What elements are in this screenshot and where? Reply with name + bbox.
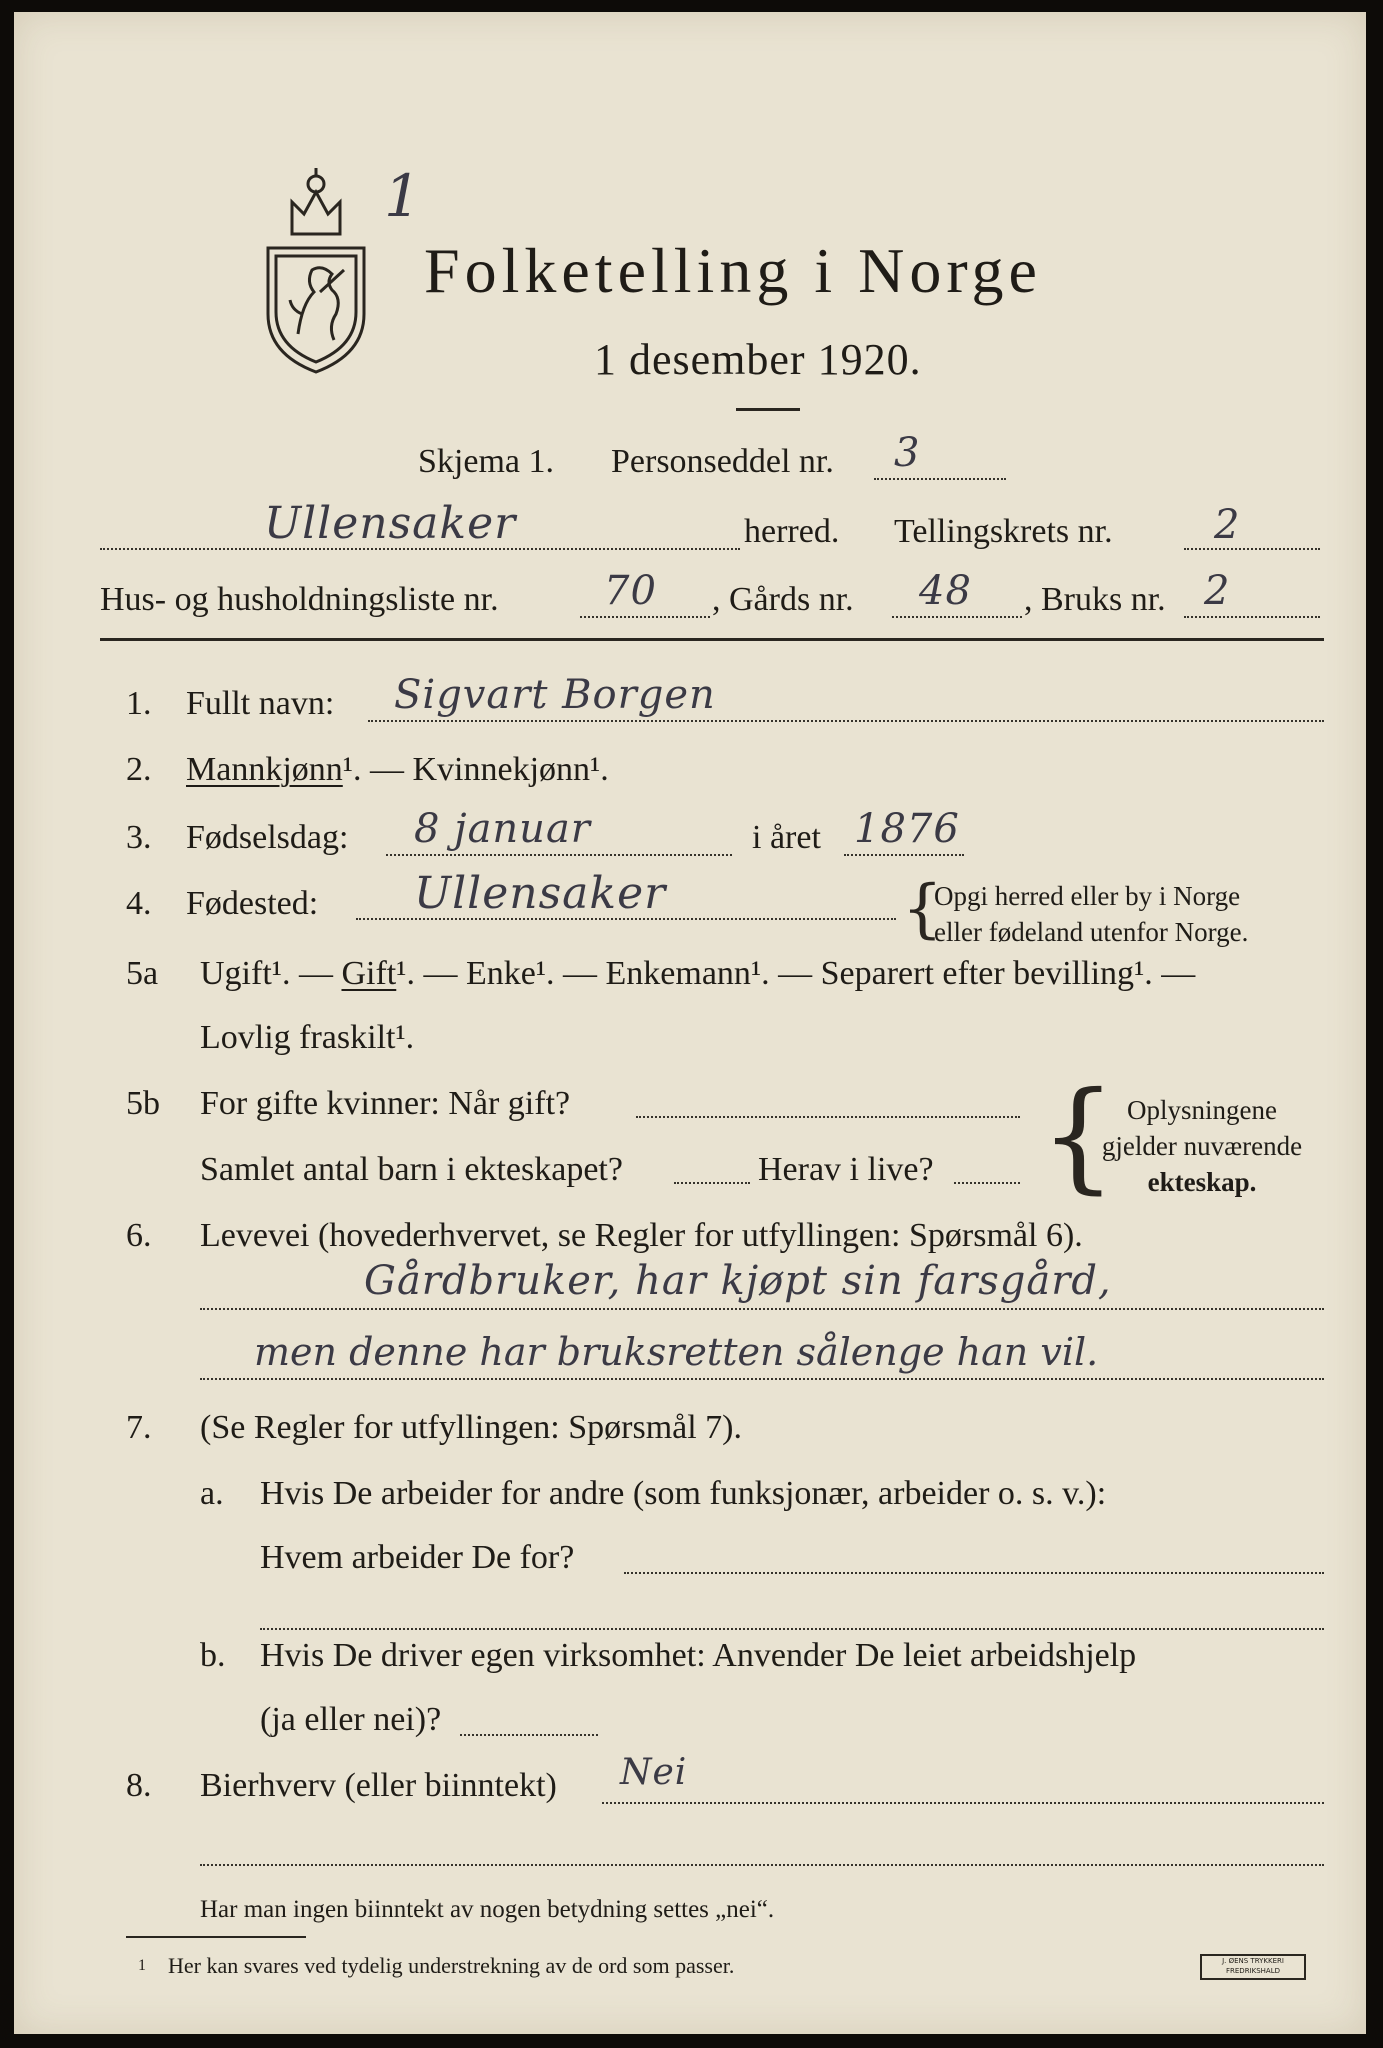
form-date: 1 desember 1920. bbox=[594, 335, 922, 384]
q5b-number: 5b bbox=[126, 1085, 160, 1122]
q7-number: 7. bbox=[126, 1409, 152, 1446]
q5a-sep2: ¹. — bbox=[396, 955, 466, 992]
q5b-line1: For gifte kvinner: Når gift? bbox=[200, 1085, 571, 1122]
q5b-note3: ekteskap. bbox=[1147, 1167, 1257, 1197]
q5a-sep1: ¹. — bbox=[271, 955, 342, 992]
header-rule bbox=[100, 638, 1324, 641]
husliste-label: Hus- og husholdningsliste nr. bbox=[100, 581, 499, 618]
q3-year-line bbox=[844, 854, 964, 856]
q2-number: 2. bbox=[126, 751, 152, 788]
q7b-line bbox=[460, 1734, 598, 1736]
q5b-line1-dots bbox=[636, 1116, 1020, 1118]
q5a-sep5: ¹. — bbox=[1134, 955, 1196, 992]
gards-label: , Gårds nr. bbox=[712, 581, 854, 618]
husliste-value: 70 bbox=[604, 568, 657, 614]
q6-line1 bbox=[200, 1308, 1324, 1310]
q2-female-option: Kvinnekjønn bbox=[412, 751, 591, 788]
q3-label: Fødselsdag: bbox=[186, 819, 349, 856]
footnote-text: Her kan svares ved tydelig understrekning av de ord som passer. bbox=[168, 1953, 735, 1978]
q3-number: 3. bbox=[126, 819, 152, 856]
q4-note-line1: Opgi herred eller by i Norge bbox=[934, 881, 1241, 911]
schema-label: Skjema 1. bbox=[418, 443, 554, 480]
q5a-separert: Separert efter bevilling bbox=[820, 955, 1135, 992]
bruks-value: 2 bbox=[1204, 568, 1231, 614]
tellingskrets-line bbox=[1184, 548, 1320, 550]
q7-label: (Se Regler for utfyllingen: Spørsmål 7). bbox=[200, 1409, 743, 1446]
q5a-sep4: ¹. — bbox=[750, 955, 821, 992]
q7b-letter: b. bbox=[200, 1637, 226, 1674]
tellingskrets-label: Tellingskrets nr. bbox=[894, 513, 1113, 550]
title-divider bbox=[736, 408, 800, 411]
q8-value: Nei bbox=[620, 1752, 688, 1793]
printer-stamp-line1: J. ØENS TRYKKERI bbox=[1222, 1957, 1284, 1965]
tellingskrets-value: 2 bbox=[1214, 502, 1241, 548]
q5a-sep3: ¹. — bbox=[535, 955, 606, 992]
personseddel-line bbox=[874, 478, 1006, 480]
printer-stamp-line2: FREDRIKSHALD bbox=[1225, 1967, 1280, 1975]
q8-label: Bierhverv (eller biinntekt) bbox=[200, 1767, 557, 1804]
q2-options bbox=[186, 750, 609, 790]
bruks-line bbox=[1184, 616, 1320, 618]
q6-value-line1: Gårdbruker, har kjøpt sin farsgård, bbox=[364, 1258, 1112, 1304]
q1-line bbox=[368, 720, 1324, 722]
q4-brace: { bbox=[902, 872, 943, 946]
q4-note-line2: eller fødeland utenfor Norge. bbox=[934, 917, 1249, 947]
q3-year-label: i året bbox=[752, 819, 821, 856]
footnote-rule bbox=[126, 1936, 306, 1938]
q5b-line2b-dots bbox=[954, 1182, 1020, 1184]
q1-value: Sigvart Borgen bbox=[394, 672, 716, 718]
q3-value: 8 januar bbox=[414, 806, 591, 852]
q7b-question: (ja eller nei)? bbox=[260, 1701, 442, 1738]
footer-note: Har man ingen biinntekt av nogen betydning settes „nei“. bbox=[200, 1896, 775, 1923]
q5a-number: 5a bbox=[126, 955, 159, 992]
q1-label: Fullt navn: bbox=[186, 685, 335, 722]
q2-sep: ¹. — bbox=[342, 751, 413, 788]
q7a-question: Hvem arbeider De for? bbox=[260, 1539, 575, 1576]
q5b-note1: Oplysningene bbox=[1127, 1095, 1277, 1125]
q4-value: Ullensaker bbox=[414, 868, 667, 919]
form-title: Folketelling i Norge bbox=[424, 235, 1042, 306]
q7a-letter: a. bbox=[200, 1475, 224, 1512]
q7b-text: Hvis De driver egen virksomhet: Anvender De leiet arbeidshjelp bbox=[260, 1637, 1137, 1674]
husliste-line bbox=[580, 616, 710, 618]
q4-number: 4. bbox=[126, 885, 152, 922]
herred-value: Ullensaker bbox=[264, 498, 517, 549]
gards-value: 48 bbox=[919, 568, 972, 614]
q7a-line1 bbox=[624, 1572, 1324, 1574]
footnote-mark: 1 bbox=[138, 1957, 146, 1974]
q8-number: 8. bbox=[126, 1767, 152, 1804]
q4-label: Fødested: bbox=[186, 885, 319, 922]
q7a-text: Hvis De arbeider for andre (som funksjonær, arbeider o. s. v.): bbox=[260, 1475, 1107, 1512]
q5a-enke: Enke bbox=[465, 955, 536, 992]
q5b-line2: Samlet antal barn i ekteskapet? bbox=[200, 1151, 623, 1188]
printer-stamp bbox=[1200, 1954, 1306, 1980]
census-form bbox=[14, 12, 1366, 2034]
q5a-ugift: Ugift bbox=[200, 955, 272, 992]
q7a-line2 bbox=[260, 1628, 1324, 1630]
personseddel-value: 3 bbox=[894, 430, 921, 476]
q5b-brace: { bbox=[1040, 1067, 1117, 1206]
q1-number: 1. bbox=[126, 685, 152, 722]
personseddel-label: Personseddel nr. bbox=[611, 443, 834, 480]
bruks-label: , Bruks nr. bbox=[1024, 581, 1166, 618]
q8-line2 bbox=[200, 1864, 1324, 1866]
q5a-gift: Gift bbox=[341, 955, 397, 992]
q5b-line2-dots bbox=[674, 1182, 750, 1184]
q6-number: 6. bbox=[126, 1217, 152, 1254]
q6-value-line2: men denne har bruksretten sålenge han vil. bbox=[254, 1330, 1099, 1374]
gards-line bbox=[892, 616, 1022, 618]
q5b-line2b: Herav i live? bbox=[758, 1151, 934, 1188]
q3-line bbox=[386, 854, 732, 856]
margin-mark: 1 bbox=[384, 162, 422, 230]
q5a-end: ¹. bbox=[395, 1019, 415, 1056]
q2-male-option: Mannkjønn bbox=[186, 751, 343, 788]
q5a-options bbox=[200, 954, 1195, 994]
q3-year-value: 1876 bbox=[854, 806, 960, 852]
herred-label: herred. bbox=[744, 513, 840, 550]
q8-line1 bbox=[602, 1802, 1324, 1804]
q6-line2 bbox=[200, 1378, 1324, 1380]
q5a-enkemann: Enkemann bbox=[605, 955, 751, 992]
q2-end: ¹. bbox=[590, 751, 609, 788]
coat-of-arms-icon bbox=[262, 164, 370, 376]
q5a-fraskilt: Lovlig fraskilt bbox=[200, 1019, 396, 1056]
q5a-options-line2 bbox=[200, 1018, 414, 1058]
q6-label: Levevei (hovederhvervet, se Regler for utfyllingen: Spørsmål 6). bbox=[200, 1217, 1083, 1254]
q5b-note2: gjelder nuværende bbox=[1101, 1131, 1303, 1161]
